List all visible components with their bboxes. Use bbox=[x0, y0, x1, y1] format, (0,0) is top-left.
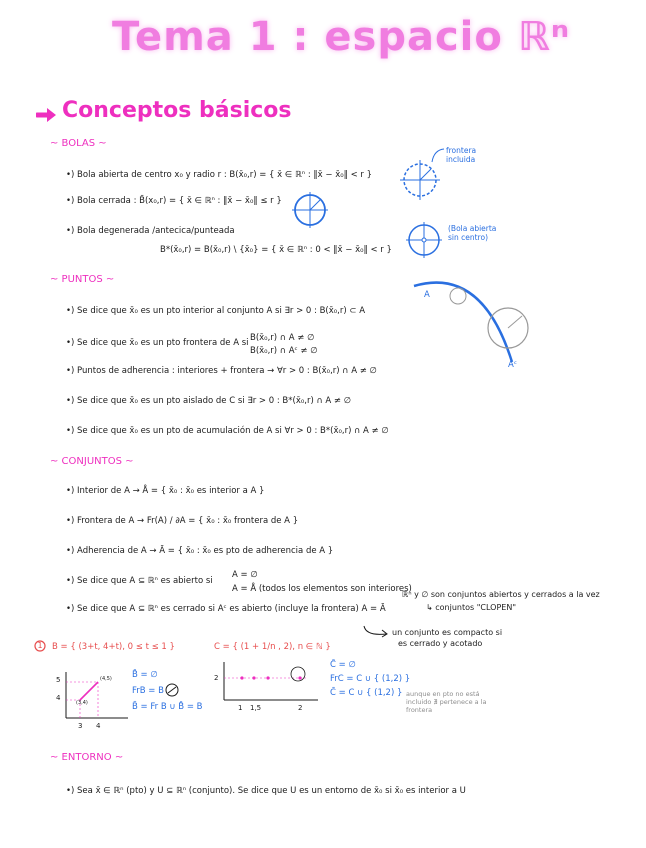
conjunto-cerrado-definition: •) Se dice que A ⊆ ℝⁿ es cerrado si Aᶜ es abierto (incluye la frontera) A = Ā bbox=[66, 604, 386, 614]
degenerate-ball-figure bbox=[404, 220, 444, 260]
section-label-puntos: ~ PUNTOS ~ bbox=[50, 274, 115, 285]
closed-ball-figure bbox=[290, 190, 330, 230]
point-label-a: (3,4) bbox=[76, 700, 88, 706]
example-b-interior: B̊ = ∅ bbox=[132, 670, 158, 680]
example-c-interior: C̊ = ∅ bbox=[330, 660, 356, 670]
punto-interior-definition: •) Se dice que x̄₀ es un pto interior al conjunto A si ∃r > 0 : B(x̄₀,r) ⊂ A bbox=[66, 306, 366, 316]
punto-adherencia-definition: •) Puntos de adherencia : interiores + frontera → ∀r > 0 : B(x̄₀,r) ∩ A ≠ ∅ bbox=[66, 366, 377, 376]
bola-degenerada-definition: •) Bola degenerada /antecica/punteada bbox=[66, 226, 235, 236]
c-axis-x-1: 1 bbox=[238, 704, 243, 712]
entorno-definition: •) Sea x̄ ∈ ℝⁿ (pto) y U ⊆ ℝⁿ (conjunto). Se dice que U es un entorno de x̄₀ si x̄₀ es interior a U bbox=[66, 786, 466, 796]
note-frontera-incluida: frontera incluida bbox=[446, 146, 477, 164]
arrow-right-icon bbox=[36, 106, 58, 124]
bola-degenerada-formula: B*(x̄₀,r) = B(x̄₀,r) \ {x̄₀} = { x̄ ∈ ℝⁿ : 0 < ‖x̄ − x̄₀‖ < r } bbox=[160, 245, 392, 255]
example-b-frontera: FrB = B bbox=[132, 686, 164, 696]
punto-frontera-cond-1: B(x̄₀,r) ∩ A ≠ ∅ bbox=[250, 333, 315, 343]
zoom-circle-icon bbox=[164, 682, 180, 698]
punto-aislado-definition: •) Se dice que x̄₀ es un pto aislado de C si ∃r > 0 : B*(x̄₀,r) ∩ A ≠ ∅ bbox=[66, 396, 352, 406]
axis-label-4x: 4 bbox=[96, 722, 101, 730]
point-label-b: (4,5) bbox=[100, 676, 112, 682]
example-number: 1 bbox=[37, 641, 43, 650]
example-b-definition: B = { (3+t, 4+t), 0 ≤ t ≤ 1 } bbox=[52, 642, 175, 652]
clopen-note: ℝⁿ y ∅ son conjuntos abiertos y cerrados a la vez bbox=[402, 590, 600, 599]
curved-arrow-icon bbox=[362, 624, 390, 640]
punto-frontera-cond-2: B(x̄₀,r) ∩ Aᶜ ≠ ∅ bbox=[250, 346, 318, 356]
note-sin-centro: (Bola abierta sin centro) bbox=[448, 224, 497, 242]
compacto-note-2: es cerrado y acotado bbox=[398, 639, 483, 648]
bola-cerrada-definition: •) Bola cerrada : B̄(x₀,r) = { x̄ ∈ ℝⁿ : ‖x̄ − x̄₀‖ ≤ r } bbox=[66, 196, 282, 206]
section-label-entorno: ~ ENTORNO ~ bbox=[50, 752, 124, 763]
clopen-label: ↳ conjuntos "CLOPEN" bbox=[426, 603, 516, 612]
example-b-graph bbox=[58, 668, 130, 724]
example-b-adherencia: B̄ = Fr B ∪ B̊ = B bbox=[132, 702, 203, 712]
open-ball-figure bbox=[398, 158, 442, 202]
section-label-conjuntos: ~ CONJUNTOS ~ bbox=[50, 456, 134, 467]
punto-frontera-definition: •) Se dice que x̄₀ es un pto frontera de A si bbox=[66, 338, 249, 348]
conjunto-adherencia-definition: •) Adherencia de A → Ā = { x̄₀ : x̄₀ es pto de adherencia de A } bbox=[66, 546, 334, 556]
example-c-adherencia: C̄ = C ∪ { (1,2) } bbox=[330, 688, 403, 698]
c-axis-x-2: 2 bbox=[298, 704, 303, 712]
axis-label-5: 5 bbox=[56, 676, 61, 684]
section-label-bolas: ~ BOLAS ~ bbox=[50, 138, 107, 149]
compacto-note: un conjunto es compacto si bbox=[392, 628, 503, 637]
axis-label-4: 4 bbox=[56, 694, 61, 702]
conjunto-interior-definition: •) Interior de A → Å = { x̄₀ : x̄₀ es interior a A } bbox=[66, 486, 265, 496]
example-c-frontera: FrC = C ∪ { (1,2) } bbox=[330, 674, 411, 684]
c-axis-x-15: 1,5 bbox=[250, 704, 262, 712]
axis-label-3: 3 bbox=[78, 722, 83, 730]
example-c-graph bbox=[216, 660, 320, 704]
figure-label-a: A bbox=[424, 290, 430, 300]
bola-abierta-definition: •) Bola abierta de centro x₀ y radio r : B(x̄₀,r) = { x̄ ∈ ℝⁿ : ‖x̄ − x̄₀‖ < r } bbox=[66, 170, 373, 180]
figure-label-ac: Aᶜ bbox=[508, 360, 517, 370]
example-c-note: aunque en pto no está incluido ∄ pertenece a la frontera bbox=[406, 690, 487, 714]
punto-acumulacion-definition: •) Se dice que x̄₀ es un pto de acumulación de A si ∀r > 0 : B*(x̄₀,r) ∩ A ≠ ∅ bbox=[66, 426, 389, 436]
conjunto-abierto-cond-2: A = Å (todos los elementos son interiores) bbox=[232, 584, 412, 594]
example-c-definition: C = { (1 + 1/n , 2), n ∈ ℕ } bbox=[214, 642, 331, 652]
c-axis-y-2: 2 bbox=[214, 674, 219, 682]
page-title: Tema 1 : espacio ℝⁿ bbox=[112, 14, 571, 60]
section-heading: Conceptos básicos bbox=[62, 98, 292, 123]
conjunto-abierto-cond-1: A = ∅ bbox=[232, 570, 258, 580]
frontera-arrow-icon bbox=[430, 146, 446, 164]
conjunto-frontera-definition: •) Frontera de A → Fr(A) / ∂A = { x̄₀ : x̄₀ frontera de A } bbox=[66, 516, 299, 526]
conjunto-abierto-definition: •) Se dice que A ⊆ ℝⁿ es abierto si bbox=[66, 576, 213, 586]
